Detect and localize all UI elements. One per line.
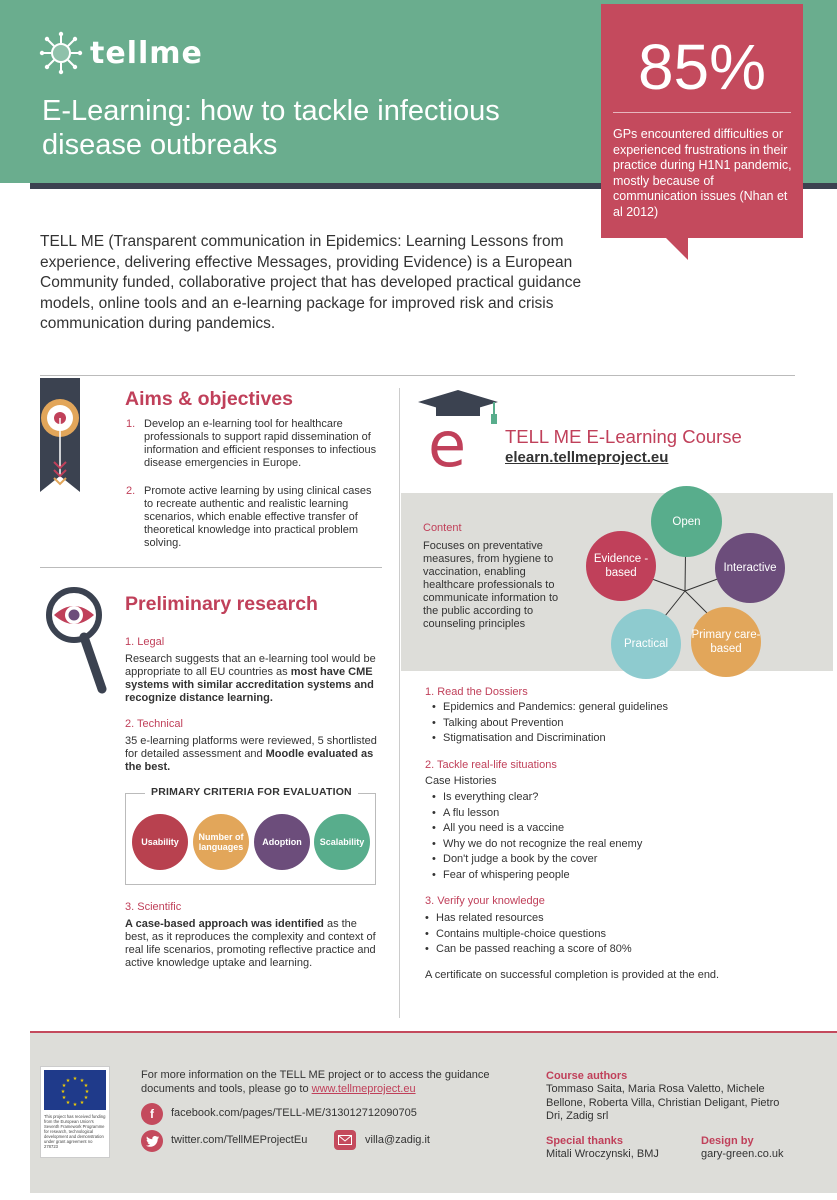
technical-text-plain: 35 e-learning platforms were reviewed, 5 shortlisted for detailed assessment and	[125, 735, 377, 760]
section-divider	[40, 567, 382, 568]
objective-text: Promote active learning by using clinical cases to recreate authentic and realistic learning scenarios, which enable effective transfer of theoretical knowledge into practical problem solving.	[144, 485, 372, 549]
title-line-1: E-Learning: how to tackle infectious	[42, 95, 500, 127]
technical-text-bold: Moodle evaluated as the best.	[125, 748, 374, 773]
logo-letter: e	[428, 408, 467, 470]
case-histories-label: Case Histories	[425, 775, 497, 787]
case-list	[432, 790, 812, 884]
list-item: • Don't judge a book by the cover	[432, 852, 812, 868]
email-icon[interactable]	[334, 1130, 356, 1150]
stat-text: GPs encountered difficulties or experienced frustrations in their practice during H1N1 pandemic, mostly because of communication issues (Nhan et al 2012)	[613, 127, 792, 219]
virus-icon	[38, 30, 84, 76]
scientific-text-plain: as the best, as it reproduces the complexity and context of real life scenarios, promoting reflective practice and active knowledge uptake and learning.	[125, 918, 376, 969]
dossiers-list	[432, 700, 812, 747]
feature-open: Open	[651, 486, 722, 557]
design-text: gary-green.co.uk	[701, 1148, 784, 1160]
design-heading: Design by	[701, 1135, 754, 1147]
feature-primary-care: Primary care-based	[691, 607, 761, 677]
more-info-text	[141, 1068, 526, 1096]
svg-text:★: ★	[84, 1089, 90, 1095]
svg-text:★: ★	[79, 1100, 85, 1106]
intro-paragraph: TELL ME (Transparent communication in Epidemics: Learning Lessons from experience, delivering effective Messages, providing Evidence) is a European Community funded, collaborative project that has developed practical guidance models, online tools and an e-learning package for improved risk and crisis communication during pandemics.	[40, 233, 582, 332]
verify-list	[425, 911, 805, 958]
svg-text:★: ★	[83, 1095, 89, 1101]
objective-number: 1.	[126, 418, 136, 430]
stat-callout	[601, 4, 803, 238]
feature-interactive: Interactive	[715, 533, 785, 603]
target-ribbon-icon	[40, 378, 80, 492]
eu-funding-text: This project has received funding from the European Union's Seventh Framework Programme for research, technological development and demonstration under grant agreement no 278723	[44, 1114, 106, 1149]
objective-number: 2.	[126, 485, 136, 497]
svg-text:★: ★	[83, 1083, 89, 1089]
svg-text:★: ★	[65, 1078, 71, 1084]
svg-text:★: ★	[72, 1076, 78, 1082]
list-item: • All you need is a vaccine	[432, 821, 812, 837]
legal-text-plain: Research suggests that an e-learning tool would be appropriate to all EU countries as	[125, 653, 376, 678]
website-link[interactable]: www.tellmeproject.eu	[311, 1083, 416, 1095]
eu-flag-icon	[44, 1070, 106, 1110]
logo-text: tellme	[90, 35, 203, 71]
list-item: • Is everything clear?	[432, 790, 812, 806]
aims-heading: Aims & objectives	[125, 388, 293, 410]
content-heading: Content	[423, 522, 462, 534]
facebook-link[interactable]: facebook.com/pages/TELL-ME/313012712090705	[171, 1107, 417, 1119]
scientific-text-bold: A case-based approach was identified	[125, 918, 324, 930]
svg-text:★: ★	[61, 1095, 67, 1101]
research-heading: Preliminary research	[125, 593, 318, 615]
technical-heading: 2. Technical	[125, 718, 183, 730]
magnifier-eye-icon	[44, 585, 108, 695]
list-item: • Has related resources	[425, 911, 805, 927]
list-item: • Epidemics and Pandemics: general guidelines	[432, 700, 812, 716]
legal-text	[125, 653, 380, 705]
criteria-adoption: Adoption	[254, 814, 310, 870]
twitter-icon[interactable]	[141, 1130, 163, 1152]
scientific-heading: 3. Scientific	[125, 901, 182, 913]
list-item: • Contains multiple-choice questions	[425, 927, 805, 943]
criteria-usability: Usability	[132, 814, 188, 870]
title-line-2: disease outbreaks	[42, 129, 278, 161]
thanks-text: Mitali Wroczynski, BMJ	[546, 1148, 659, 1160]
objective-item	[126, 418, 381, 470]
tackle-heading: 2. Tackle real-life situations	[425, 759, 557, 771]
course-title: TELL ME E-Learning Course	[505, 426, 742, 447]
page-title	[42, 94, 562, 162]
certificate-note: A certificate on successful completion is provided at the end.	[425, 969, 720, 981]
list-item: • Fear of whispering people	[432, 868, 812, 884]
thanks-heading: Special thanks	[546, 1135, 624, 1147]
legal-heading: 1. Legal	[125, 636, 165, 648]
svg-text:★: ★	[72, 1102, 78, 1108]
email-link[interactable]: villa@zadig.it	[365, 1134, 430, 1146]
technical-text	[125, 735, 380, 774]
feature-practical: Practical	[611, 609, 681, 679]
column-divider	[399, 388, 400, 1018]
svg-text:★: ★	[79, 1078, 85, 1084]
authors-heading: Course authors	[546, 1070, 628, 1082]
criteria-box	[125, 793, 376, 885]
feature-evidence-based: Evidence -based	[586, 531, 656, 601]
list-item: • A flu lesson	[432, 806, 812, 822]
content-text: Focuses on preventative measures, from hygiene to vaccination, enabling healthcare professionals to communicate information to the public according to counseling principles	[423, 540, 559, 630]
list-item: • Can be passed reaching a score of 80%	[425, 942, 805, 958]
svg-text:★: ★	[61, 1083, 67, 1089]
svg-text:★: ★	[60, 1089, 66, 1095]
authors-text: Tommaso Saita, Maria Rosa Valetto, Michele Bellone, Roberta Villa, Christian Deligant, Pietro Dri, Zadig srl	[546, 1083, 780, 1122]
scientific-text	[125, 918, 380, 970]
verify-heading: 3. Verify your knowledge	[425, 895, 545, 907]
list-item: • Talking about Prevention	[432, 716, 812, 732]
criteria-title: PRIMARY CRITERIA FOR EVALUATION	[145, 786, 358, 798]
svg-text:★: ★	[65, 1100, 71, 1106]
stat-number: 85%	[637, 31, 767, 103]
graduation-cap-e-icon	[418, 390, 503, 470]
legal-text-bold: most have CME systems with similar accreditation systems and recognize distance learning.	[125, 666, 374, 704]
tellme-logo	[38, 30, 203, 76]
list-item: • Why we do not recognize the real enemy	[432, 837, 812, 853]
list-item: • Stigmatisation and Discrimination	[432, 731, 812, 747]
twitter-link[interactable]: twitter.com/TellMEProjectEu	[171, 1134, 308, 1146]
criteria-scalability: Scalability	[314, 814, 370, 870]
dossiers-heading: 1. Read the Dossiers	[425, 686, 528, 698]
stat-divider	[613, 112, 791, 113]
objective-text: Develop an e-learning tool for healthcare professionals to support rapid dissemination of information and efficient responses to infectious disease emergencies in Europe.	[144, 418, 377, 469]
more-info-plain: For more information on the TELL ME project or to access the guidance documents and tools, please go to	[141, 1069, 490, 1095]
course-url-link[interactable]: elearn.tellmeproject.eu	[505, 449, 669, 466]
criteria-languages: Number of languages	[193, 814, 249, 870]
facebook-icon[interactable]: f	[141, 1103, 163, 1125]
stat-pointer	[664, 236, 688, 260]
objective-item	[126, 485, 381, 550]
section-divider	[40, 375, 795, 376]
